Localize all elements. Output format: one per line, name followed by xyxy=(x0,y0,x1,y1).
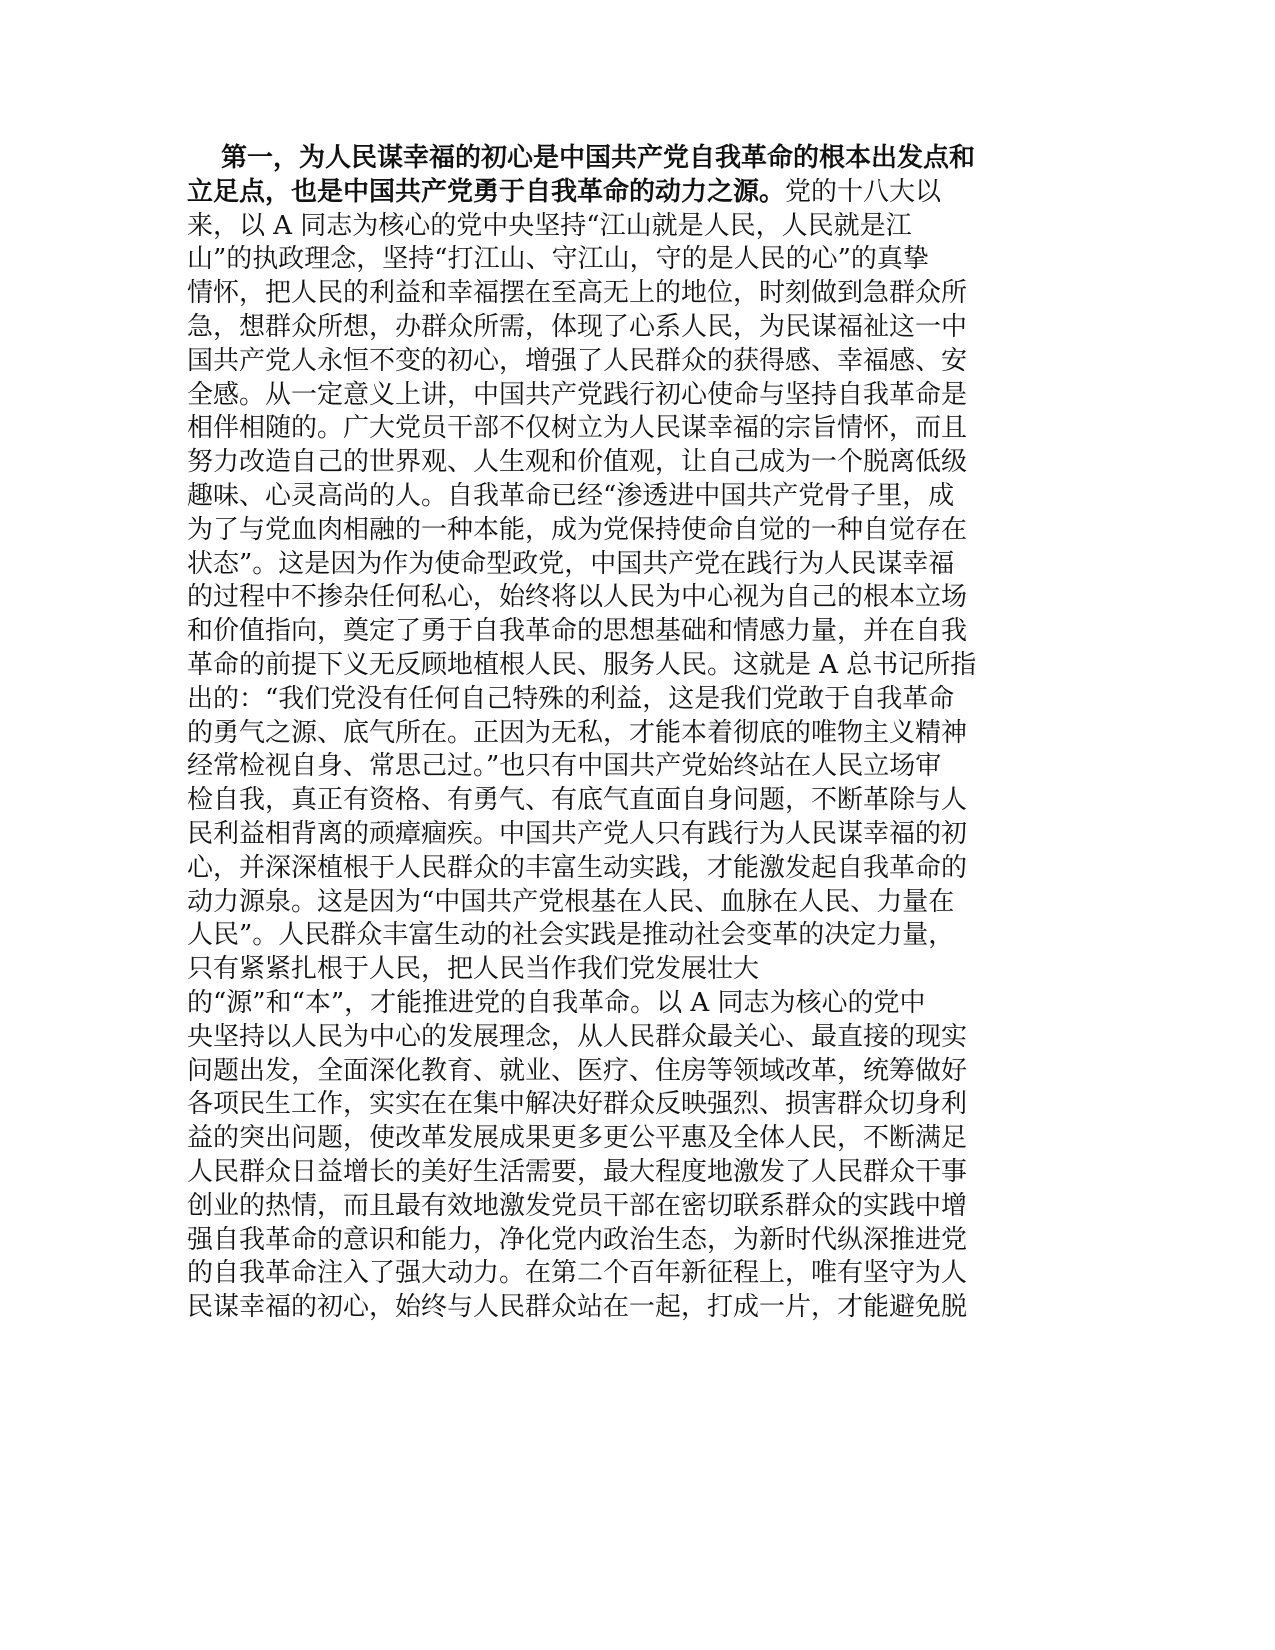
body-text: 民利益相背离的顽瘴痼疾。中国共产党人只有践行为人民谋幸福的初 xyxy=(187,818,968,849)
body-text: 国共产党人永恒不变的初心，增强了人民群众的获得感、幸福感、安 xyxy=(187,345,968,376)
text-line xyxy=(187,277,1067,311)
text-line xyxy=(187,987,1067,1021)
text-line xyxy=(187,243,1067,277)
text-line xyxy=(187,581,1067,615)
body-text: 央坚持以人民为中心的发展理念，从人民群众最关心、最直接的现实 xyxy=(187,1021,968,1052)
bold-lead-text: 第一，为人民谋幸福的初心是中国共产党自我革命的根本出发点和 xyxy=(221,143,976,173)
body-text: 状态”。这是因为作为使命型政党，中国共产党在践行为人民谋幸福 xyxy=(187,548,955,579)
text-line xyxy=(187,311,1067,345)
body-text: 相伴相随的。广大党员干部不仅树立为人民谋幸福的宗旨情怀，而且 xyxy=(187,413,968,444)
body-text: 的勇气之源、底气所在。正因为无私，才能本着彻底的唯物主义精神 xyxy=(187,717,968,748)
body-text: 各项民生工作，实实在在集中解决好群众反映强烈、损害群众切身利 xyxy=(187,1089,968,1120)
text-line xyxy=(187,953,1067,987)
text-line xyxy=(187,176,1067,210)
body-text: 革命的前提下义无反顾地植根人民、服务人民。这就是 A 总书记所指 xyxy=(187,649,977,680)
body-text: 来，以 A 同志为核心的党中央坚持“江山就是人民，人民就是江 xyxy=(187,210,912,241)
body-text: 情怀，把人民的利益和幸福摆在至高无上的地位，时刻做到急群众所 xyxy=(187,278,968,309)
text-line xyxy=(187,345,1067,379)
body-text: 只有紧紧扎根于人民，把人民当作我们党发展壮大 xyxy=(187,954,760,985)
body-text: 急，想群众所想，办群众所需，体现了心系人民，为民谋福祉这一中 xyxy=(187,311,968,342)
body-text: 全感。从一定意义上讲，中国共产党践行初心使命与坚持自我革命是 xyxy=(187,379,968,410)
text-line xyxy=(187,514,1067,548)
text-line xyxy=(187,1088,1067,1122)
text-line xyxy=(187,1122,1067,1156)
body-text: 益的突出问题，使改革发展成果更多更公平惠及全体人民，不断满足 xyxy=(187,1123,968,1154)
text-line xyxy=(187,446,1067,480)
body-text: 动力源泉。这是因为“中国共产党根基在人民、血脉在人民、力量在 xyxy=(187,886,955,917)
text-line xyxy=(187,886,1067,920)
text-line xyxy=(187,142,1067,176)
body-text: 人民群众日益增长的美好生活需要，最大程度地激发了人民群众干事 xyxy=(187,1156,968,1187)
text-line xyxy=(187,379,1067,413)
text-line xyxy=(187,717,1067,751)
text-line xyxy=(187,412,1067,446)
text-line xyxy=(187,1291,1067,1325)
text-line xyxy=(187,210,1067,244)
text-line xyxy=(187,818,1067,852)
text-line xyxy=(187,750,1067,784)
text-line xyxy=(187,683,1067,717)
bold-lead-text: 立足点，也是中国共产党勇于自我革命的动力之源。 xyxy=(187,176,786,207)
text-line xyxy=(187,784,1067,818)
text-line xyxy=(187,919,1067,953)
body-text: 山”的执政理念，坚持“打江山、守江山，守的是人民的心”的真挚 xyxy=(187,244,929,275)
body-paragraph xyxy=(187,142,1067,1325)
body-text: 为了与党血肉相融的一种本能，成为党保持使命自觉的一种自觉存在 xyxy=(187,514,968,545)
body-text: 检自我，真正有资格、有勇气、有底气直面自身问题，不断革除与人 xyxy=(187,785,968,816)
text-line xyxy=(187,649,1067,683)
body-text: 心，并深深植根于人民群众的丰富生动实践，才能激发起自我革命的 xyxy=(187,852,968,883)
text-line xyxy=(187,1156,1067,1190)
body-text: 人民”。人民群众丰富生动的社会实践是推动社会变革的决定力量， xyxy=(187,920,955,951)
text-line xyxy=(187,548,1067,582)
body-text: 问题出发，全面深化教育、就业、医疗、住房等领域改革，统筹做好 xyxy=(187,1055,968,1086)
text-line xyxy=(187,852,1067,886)
text-line xyxy=(187,1257,1067,1291)
body-text: 的“源”和“本”，才能推进党的自我革命。以 A 同志为核心的党中 xyxy=(187,987,926,1018)
text-line xyxy=(187,480,1067,514)
body-text: 努力改造自己的世界观、人生观和价值观，让自己成为一个脱离低级 xyxy=(187,447,968,478)
body-text: 创业的热情，而且最有效地激发党员干部在密切联系群众的实践中增 xyxy=(187,1190,968,1221)
text-line xyxy=(187,1224,1067,1258)
text-line xyxy=(187,615,1067,649)
body-text: 民谋幸福的初心，始终与人民群众站在一起，打成一片，才能避免脱 xyxy=(187,1292,968,1323)
body-text: 的自我革命注入了强大动力。在第二个百年新征程上，唯有坚守为人 xyxy=(187,1258,968,1289)
body-text: 出的：“我们党没有任何自己特殊的利益，这是我们党敢于自我革命 xyxy=(187,683,955,714)
body-text: 和价值指向，奠定了勇于自我革命的思想基础和情感力量，并在自我 xyxy=(187,616,968,647)
body-text: 的过程中不掺杂任何私心，始终将以人民为中心视为自己的根本立场 xyxy=(187,582,968,613)
text-line xyxy=(187,1190,1067,1224)
text-line xyxy=(187,1021,1067,1055)
body-text: 强自我革命的意识和能力，净化党内政治生态，为新时代纵深推进党 xyxy=(187,1224,968,1255)
body-text: 党的十八大以 xyxy=(785,176,942,207)
body-text: 经常检视自身、常思己过。”也只有中国共产党始终站在人民立场审 xyxy=(187,751,942,782)
body-text: 趣味、心灵高尚的人。自我革命已经“渗透进中国共产党骨子里，成 xyxy=(187,480,955,511)
text-line xyxy=(187,1055,1067,1089)
